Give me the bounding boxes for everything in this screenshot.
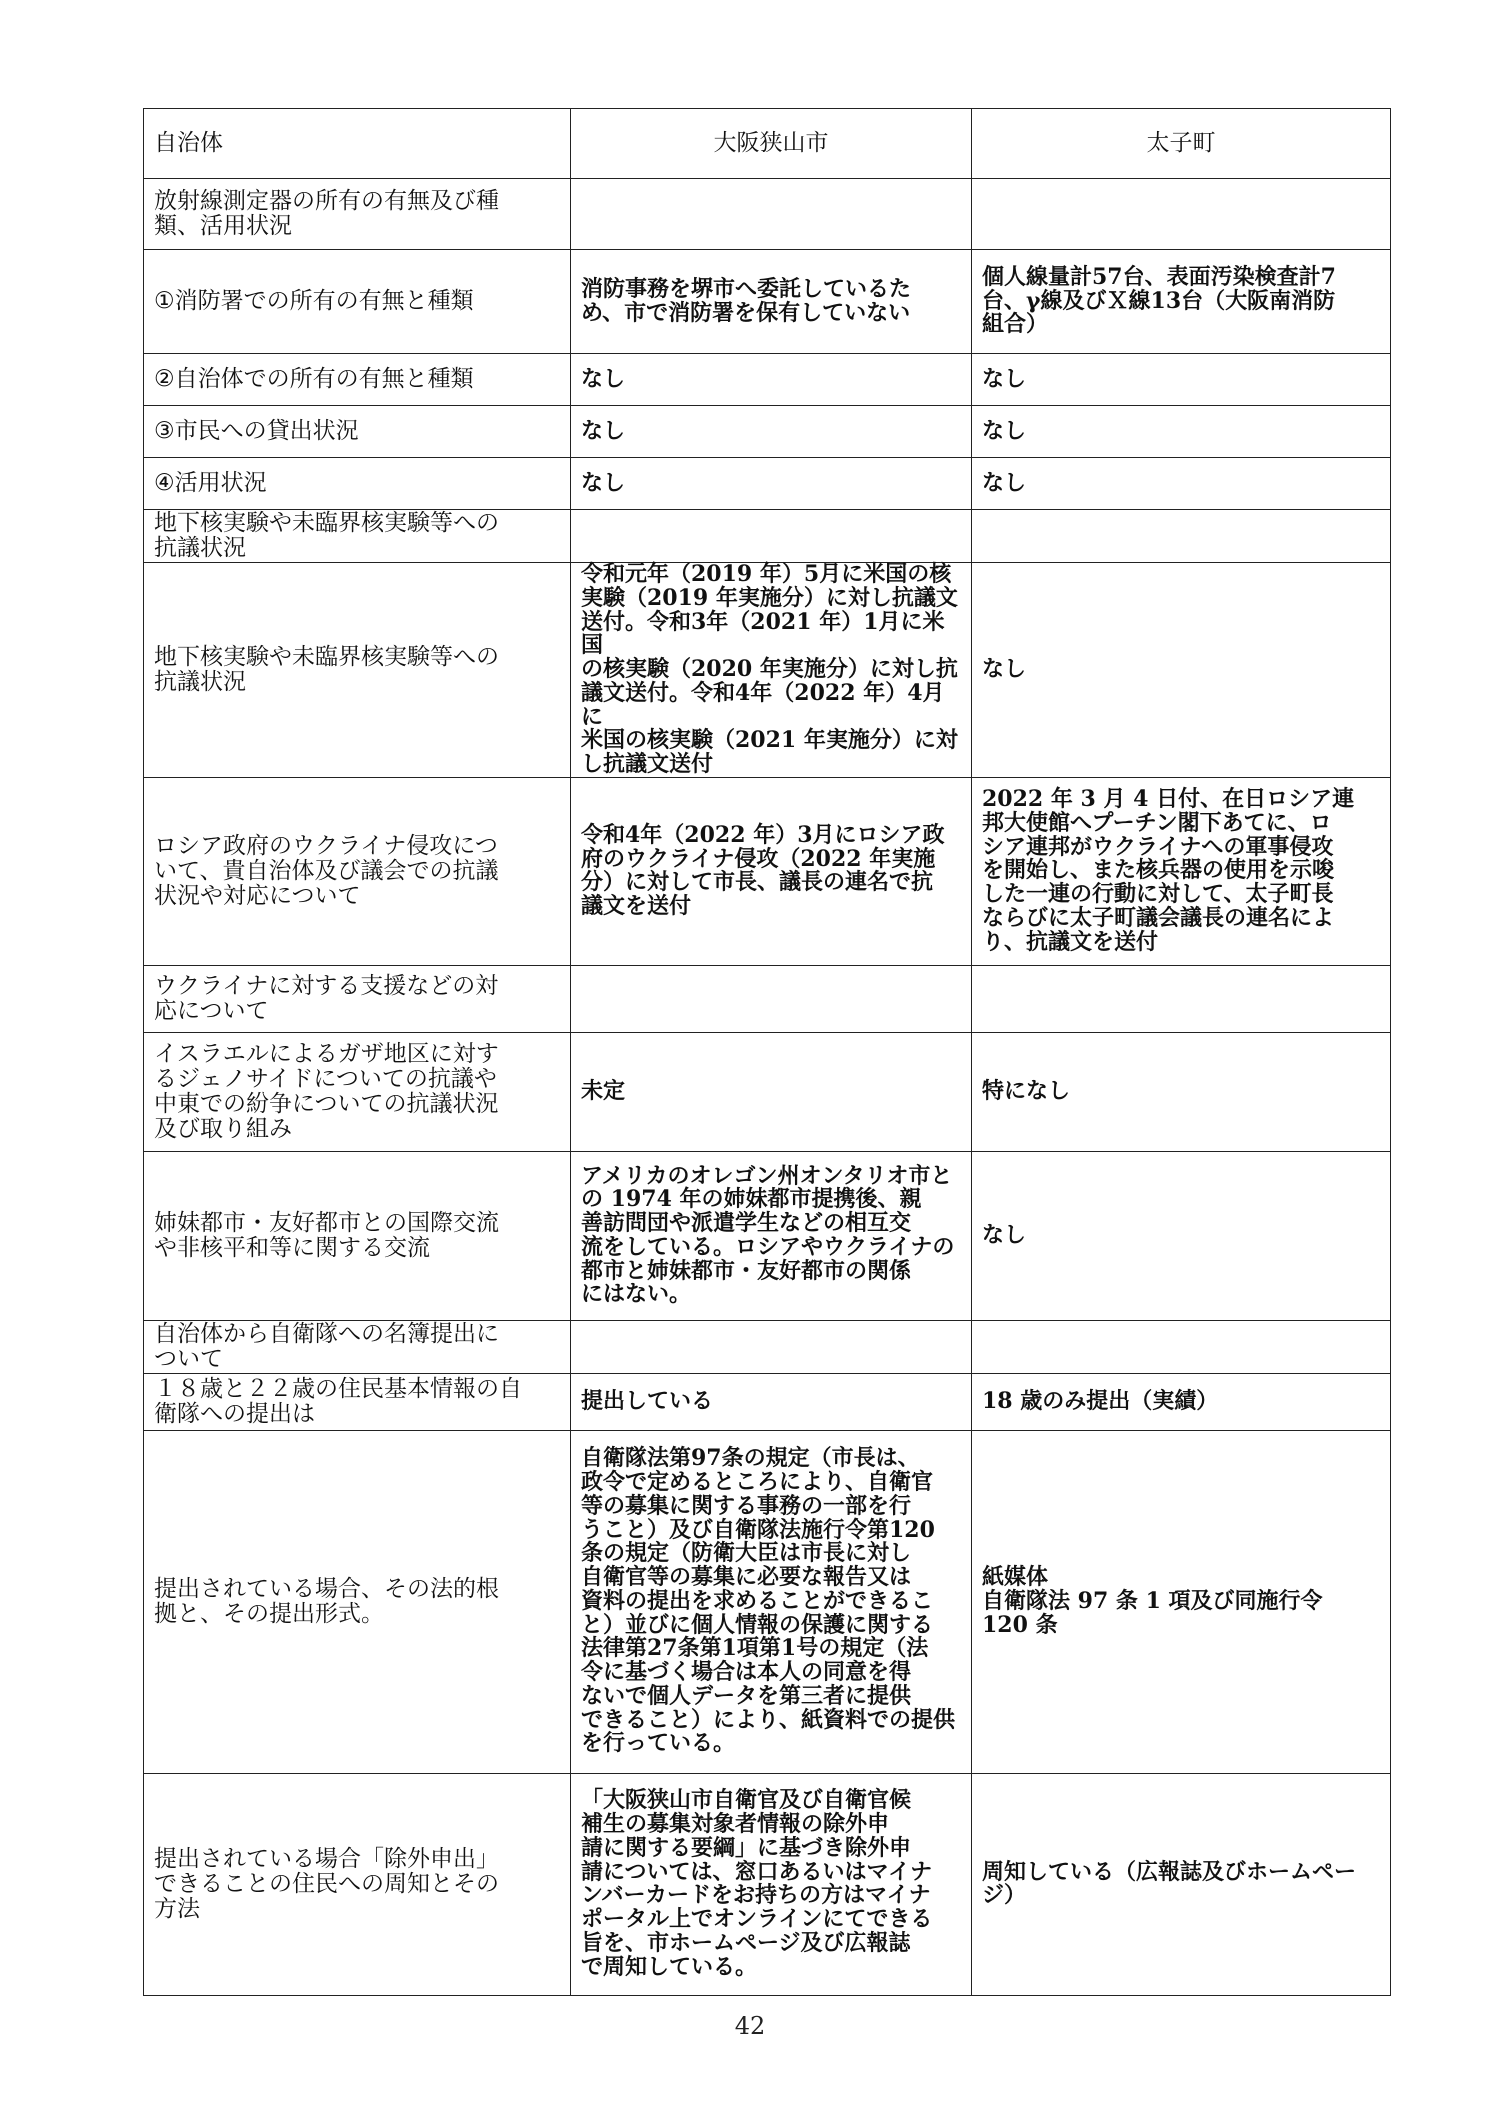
taishi-answer-cell xyxy=(972,354,1391,406)
cell-text: 自治体から自衛隊への名簿提出に ついて xyxy=(154,1320,499,1372)
item-cell xyxy=(144,250,571,354)
taishi-answer-cell xyxy=(972,777,1391,965)
item-cell xyxy=(144,965,571,1032)
item-cell xyxy=(144,563,571,778)
cell-text: 紙媒体 自衛隊法 97 条 1 項及び同施行令 120 条 xyxy=(982,1564,1323,1638)
item-cell xyxy=(144,406,571,458)
table-row xyxy=(144,406,1391,458)
taishi-answer-cell xyxy=(972,510,1391,563)
cell-text: 令和元年（2019 年）5月に米国の核 実験（2019 年実施分）に対し抗議文 送付。令和3年（2021 年）1月に米国 の核実験（2020 年実施分）に対し抗 議文送付。令和4年（2022 年）4月に 米国の核実験（2021 年実施分）に対 し抗議文送付 xyxy=(581,561,958,777)
taishi-answer-cell xyxy=(972,1151,1391,1320)
cell-text: ロシア政府のウクライナ侵攻につ いて、貴自治体及び議会での抗議 状況や対応について xyxy=(154,833,499,909)
item-cell xyxy=(144,1430,571,1773)
cell-text: イスラエルによるガザ地区に対す るジェノサイドについての抗議や 中東での紛争についての抗議状況 及び取り組み xyxy=(154,1041,499,1142)
cell-text: 放射線測定器の所有の有無及び種 類、活用状況 xyxy=(154,188,499,239)
cell-text: なし xyxy=(581,469,626,496)
item-cell xyxy=(144,1773,571,1995)
cell-text: １８歳と２２歳の住民基本情報の自 衛隊への提出は xyxy=(154,1375,522,1427)
item-cell xyxy=(144,1320,571,1373)
taishi-answer-cell xyxy=(972,406,1391,458)
cell-text: 自衛隊法第97条の規定（市長は、 政令で定めるところにより、自衛官 等の募集に関する事務の一部を行 うこと）及び自衛隊法施行令第120 条の規定（防衛大臣は市長に対し 自衛官等の募集に必要な報告又は 資料の提出を求めることができるこ と）並びに個人情報の保護に関する 法律第27条第1項第1号の規定（法 令に基づく場合は本人の同意を得 ないで個人データを第三者に提供 できること）により、紙資料での提供 を行っている。 xyxy=(581,1445,956,1757)
osakasayama-answer-cell xyxy=(571,777,972,965)
cell-text: 2022 年 3 月 4 日付、在日ロシア連 邦大使館へプーチン閣下あてに、ロ シア連邦がウクライナへの軍事侵攻 を開始し、また核兵器の使用を示唆 した一連の行動に対して、太子町長 ならびに太子町議会議長の連名によ り、抗議文を送付 xyxy=(982,786,1355,955)
survey-table xyxy=(143,108,1391,1996)
taishi-answer-cell xyxy=(972,1373,1391,1430)
cell-text: なし xyxy=(581,417,626,444)
cell-text: ウクライナに対する支援などの対 応について xyxy=(154,972,499,1024)
taishi-answer-cell xyxy=(972,563,1391,778)
cell-text: 姉妹都市・友好都市との国際交流 や非核平和等に関する交流 xyxy=(154,1209,499,1261)
cell-text: 提出している xyxy=(581,1387,714,1414)
table-row xyxy=(144,563,1391,778)
table-row xyxy=(144,510,1391,563)
cell-text: 提出されている場合、その法的根 拠と、その提出形式。 xyxy=(154,1575,499,1627)
cell-text: 18 歳のみ提出（実績） xyxy=(982,1387,1219,1414)
cell-text: ①消防署での所有の有無と種類 xyxy=(154,288,474,315)
table-row xyxy=(144,1773,1391,1995)
osakasayama-answer-cell xyxy=(571,510,972,563)
table-row xyxy=(144,179,1391,250)
item-cell xyxy=(144,510,571,563)
cell-text: なし xyxy=(982,656,1027,682)
table-row xyxy=(144,777,1391,965)
cell-text: なし xyxy=(982,469,1027,496)
cell-text: 特になし xyxy=(982,1077,1071,1104)
table-header-row xyxy=(144,109,1391,179)
cell-text: ④活用状況 xyxy=(154,470,267,497)
item-cell xyxy=(144,458,571,510)
cell-text: 地下核実験や未臨界核実験等への 抗議状況 xyxy=(154,510,499,561)
table-row xyxy=(144,1032,1391,1151)
item-cell xyxy=(144,354,571,406)
table-row xyxy=(144,1320,1391,1373)
header-osakasayama: 大阪狭山市 xyxy=(571,109,972,179)
table-row xyxy=(144,458,1391,510)
cell-text: 令和4年（2022 年）3月にロシア政 府のウクライナ侵攻（2022 年実施 分）に対して市長、議長の連名で抗 議文を送付 xyxy=(581,821,945,919)
cell-text: ③市民への貸出状況 xyxy=(154,418,359,445)
cell-text: なし xyxy=(982,417,1027,444)
taishi-answer-cell xyxy=(972,250,1391,354)
table-row xyxy=(144,1430,1391,1773)
cell-text: 周知している（広報誌及びホームペー ジ） xyxy=(982,1858,1357,1909)
cell-text: 提出されている場合「除外申出」 できることの住民への周知とその 方法 xyxy=(154,1846,499,1922)
osakasayama-answer-cell xyxy=(571,406,972,458)
osakasayama-answer-cell xyxy=(571,1151,972,1320)
table-row xyxy=(144,1373,1391,1430)
header-municipality: 自治体 xyxy=(144,109,571,179)
osakasayama-answer-cell xyxy=(571,965,972,1032)
taishi-answer-cell xyxy=(972,458,1391,510)
item-cell xyxy=(144,179,571,250)
item-cell xyxy=(144,1032,571,1151)
osakasayama-answer-cell xyxy=(571,563,972,778)
table-row xyxy=(144,1151,1391,1320)
taishi-answer-cell xyxy=(972,179,1391,250)
osakasayama-answer-cell xyxy=(571,1032,972,1151)
cell-text: 「大阪狭山市自衛官及び自衛官候 補生の募集対象者情報の除外申 請に関する要綱」に基づき除外申 請については、窓口あるいはマイナ ンバーカードをお持ちの方はマイナ ポータル上でオンラインにてできる 旨を、市ホームページ及び広報誌 で周知している。 xyxy=(581,1787,933,1980)
cell-text: 未定 xyxy=(581,1077,626,1104)
cell-text: 個人線量計57台、表面汚染検査計7 台、γ線及びＸ線13台（大阪南消防 組合） xyxy=(982,263,1336,338)
osakasayama-answer-cell xyxy=(571,1320,972,1373)
cell-text: ②自治体での所有の有無と種類 xyxy=(154,366,474,393)
cell-text: 地下核実験や未臨界核実験等への 抗議状況 xyxy=(154,644,499,695)
cell-text: なし xyxy=(982,365,1027,392)
table-row xyxy=(144,354,1391,406)
taishi-answer-cell xyxy=(972,1032,1391,1151)
survey-table-body xyxy=(144,109,1391,1996)
cell-text: アメリカのオレゴン州オンタリオ市と の 1974 年の姉妹都市提携後、親 善訪問団や派遣学生などの相互交 流をしている。ロシアやウクライナの 都市と姉妹都市・友好都市の関係 にはない。 xyxy=(581,1162,955,1308)
item-cell xyxy=(144,1373,571,1430)
cell-text: なし xyxy=(982,1221,1027,1248)
cell-text: なし xyxy=(581,365,626,392)
cell-text: 消防事務を堺市へ委託しているた め、市で消防署を保有していない xyxy=(581,275,912,326)
taishi-answer-cell xyxy=(972,1320,1391,1373)
osakasayama-answer-cell xyxy=(571,1773,972,1995)
item-cell xyxy=(144,777,571,965)
osakasayama-answer-cell xyxy=(571,250,972,354)
table-row xyxy=(144,250,1391,354)
taishi-answer-cell xyxy=(972,965,1391,1032)
osakasayama-answer-cell xyxy=(571,1430,972,1773)
table-row xyxy=(144,965,1391,1032)
taishi-answer-cell xyxy=(972,1773,1391,1995)
osakasayama-answer-cell xyxy=(571,354,972,406)
osakasayama-answer-cell xyxy=(571,1373,972,1430)
header-taishi: 太子町 xyxy=(972,109,1391,179)
taishi-answer-cell xyxy=(972,1430,1391,1773)
page-number: 42 xyxy=(734,2012,766,2040)
osakasayama-answer-cell xyxy=(571,179,972,250)
item-cell xyxy=(144,1151,571,1320)
osakasayama-answer-cell xyxy=(571,458,972,510)
